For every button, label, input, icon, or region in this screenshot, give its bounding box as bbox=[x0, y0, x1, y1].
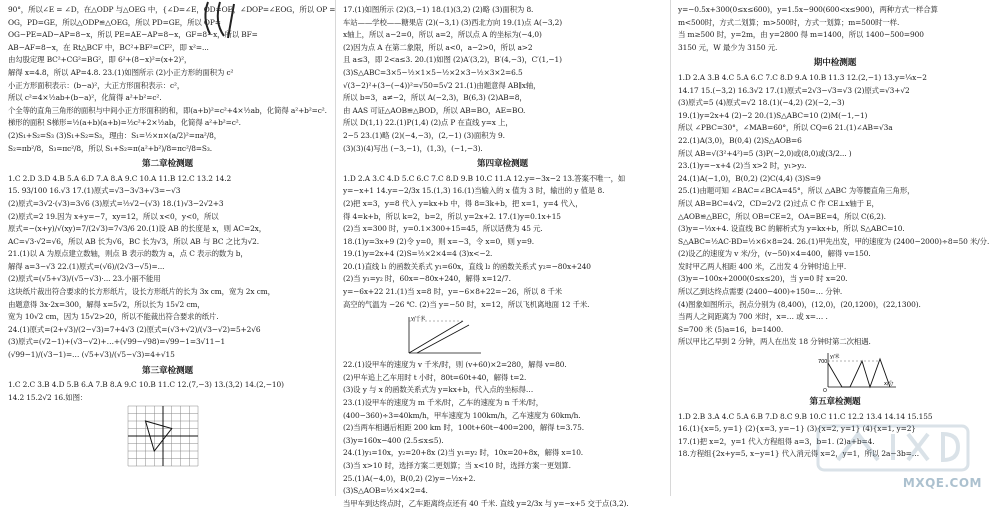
answer-line: 由勾股定理 BC²+CG²=BG²，即 6²+(8−x)²=(x+2)²， bbox=[8, 55, 192, 65]
section-heading-chapter5: 第五章检测题 bbox=[809, 397, 861, 408]
piecewise-graph-diagram bbox=[818, 351, 898, 393]
answer-line: (3)y=160x−400 (2.5≤x≤5). bbox=[343, 435, 444, 445]
answer-line: 19.(1)y=2x+4 (2)S=½×2×4=4 (3)x<−2. bbox=[343, 249, 493, 259]
answer-line: (2)S₁+S₂=S₃ (3)S₁+S₂=S₃，理由：S₁=½×π×(a/2)²=πa²/8， bbox=[8, 130, 222, 140]
answer-line: (3)y=−⅓x+4. 设直线 BC 的解析式为 y=kx+b，所以 S△ABC=10. bbox=[678, 224, 905, 234]
answer-line: 25.(1)A(−4,0)，B(0,2) (2)y=−½x+2. bbox=[343, 473, 476, 483]
answer-block-chapter1 bbox=[8, 4, 336, 155]
answer-line: m<500时，方式二划算；m>500时，方式一划算；m=500时一样. bbox=[678, 17, 900, 27]
answer-line: 21.(1)以 A 为原点建立数轴，则点 B 表示的数为 a，点 C 表示的数为 b， bbox=[8, 249, 248, 259]
axis-tick-label: 700 bbox=[818, 359, 828, 366]
answer-block-chapter2 bbox=[8, 173, 327, 362]
answer-line: (2)原式=3√2·(√3)=3√6 (3)原式=½√2−(√3) 18.(1)√3−2√2+3 bbox=[8, 198, 224, 208]
answer-line: 1.D 2.A 3.B 4.C 5.A 6.C 7.C 8.D 9.A 10.B 11.3 12.(2,−1) 13.y=¼x−2 bbox=[678, 72, 927, 82]
answer-line: (3)S△AOB=½×4×2=4. bbox=[343, 486, 428, 496]
answer-line: y=−6x+22 21.(1)当 x=8 时，y=−6×8+22=−26，所以 8 千米 bbox=[343, 287, 563, 297]
answer-line: 22.(1)设甲车的速度为 v 千米/时，则 (v+60)×2=280，解得 v=80. bbox=[343, 360, 567, 370]
answer-line: (2)因为点 A 在第二象限，所以 a<0，a−2>0，所以 a>2 bbox=[343, 42, 533, 52]
answer-line: y=−x+1 14.y=−2/3x 15.(1,3) 16.(1)当输入的 x 值为 3 时，输出的 y 值是 8. bbox=[343, 186, 605, 196]
answer-line: 1.C 2.C 3.B 4.D 5.B 6.A 7.B 8.A 9.C 10.B 11.C 12.(7,−3) 13.(3,2) 14.(2,−10) bbox=[8, 380, 284, 390]
answer-line: 当甲车到达终点时，乙车距离终点还有 40 千米. 直线 y=2/3x 与 y=−x+5 交于点(3,2). bbox=[343, 498, 629, 508]
answer-line: 14.2 15.2√2 16.如图： bbox=[8, 392, 88, 402]
answer-line: 23.(1)y=−x+4 (2)当 x>2 时，y₁>y₂. bbox=[678, 161, 807, 171]
answer-line: 所以 c²=4×½ab+(b−a)²，化简得 a²+b²=c². bbox=[8, 93, 162, 103]
answer-line: (3)S△ABC=3×5−½×1×5−½×2×3−½×3×2=6.5 bbox=[343, 67, 523, 77]
answer-line: 24.(1)y₁=10x，y₂=20+8x (2)当 y₁=y₂ 时，10x=20+8x，解得 x=10. bbox=[343, 448, 584, 458]
answer-line: (2)把 x=3，y=8 代入 y=kx+b 中，得 8=3k+b，把 x=1，y=4 代入， bbox=[343, 198, 583, 208]
answer-line: (2)当 y₁=y₂ 时，60x=−80x+240，解得 x=12/7. bbox=[343, 274, 511, 284]
answer-line: (2)原式=(√5+√3)/(√5−√3)·... 23.小丽不能用 bbox=[8, 274, 161, 284]
answer-line: (3)当 x>10 时，选择方案二更划算；当 x<10 时，选择方案一更划算. bbox=[343, 461, 571, 470]
answer-line: 23.(1)设甲车的速度为 m 千米/时，乙车的速度为 n 千米/时， bbox=[343, 398, 544, 408]
answer-line: 所以 D(1,1) 22.(1)P(1,4) (2)点 P 在直线 y=x 上， bbox=[343, 118, 513, 128]
answer-line: 所以乙到达终点需要 (2400−400)÷150=… 分钟. bbox=[678, 287, 843, 297]
answer-line: y=−0.5x+300(0≤x≤600)，y=1.5x−900(600<x≤900)，两种方式一样合算 bbox=[678, 5, 938, 14]
answer-line: (400−360)÷3=40km/h，甲车速度为 100km/h，乙车速度为 60km/h. bbox=[343, 410, 581, 420]
answer-line: 2−5 23.(1)略 (2)(−4,−3)，(2,−1) (3)面积为 9. bbox=[343, 130, 505, 140]
answer-block-chapter4 bbox=[343, 173, 662, 312]
answer-line: 17.(1)如图所示 (2)(3,−1) 18.(1)(3,2) (2)略 (3)面积为 8. bbox=[343, 5, 534, 14]
answer-line: 车站——学校——糖果店 (2)(−3,1) (3)西北方向 19.(1)点 A(−3,2) bbox=[343, 17, 563, 27]
answer-block-chapter5 bbox=[678, 411, 992, 461]
answer-line: 1.C 2.D 3.D 4.B 5.A 6.D 7.A 8.A 9.C 10.A 11.B 12.C 13.2 14.2 bbox=[8, 173, 232, 183]
answer-line: (3)原式=5 (4)原式=√2 18.(1)(−4,2) (2)(−2,−3) bbox=[678, 98, 845, 108]
answer-block-chapter3-cont bbox=[343, 4, 662, 155]
answer-line: 梯形的面积 S梯形=½(a+b)(a+b)=½c²+2×½ab，化简得 a²+b²=c². bbox=[8, 118, 241, 128]
answer-line: 解得 x=4.8，所以 AP=4.8. 23.(1)如图所示 (2)小正方形的面积为 c² bbox=[8, 67, 234, 77]
axis-label: y/米 bbox=[830, 354, 840, 361]
answer-line: 24.(1)原式=(2+√3)/(2−√3)=7+4√3 (2)原式=(√3+√2)/(√3−√2)=5+2√6 bbox=[8, 324, 261, 334]
pen-scribble-mark bbox=[200, 0, 270, 40]
page-column-2 bbox=[335, 0, 670, 508]
answer-line: (3)y=−100x+2000(0≤x≤20)，当 y=0 时 x=20. bbox=[678, 274, 848, 284]
answer-line: OG−PE=AD−AP=8−x，所以 PE=AE−AP=8−x，GF=8−x，所以 BF= bbox=[8, 30, 258, 40]
answer-line: (√99−1)/(√3−1)=… (√5+√3)/(√5−√3)=4+√15 bbox=[8, 350, 175, 360]
function-graph-figure bbox=[818, 351, 898, 393]
answer-line: 17.(1)把 x=2，y=1 代入方程组得 a=3，b=1. (2)a+b=4. bbox=[678, 436, 875, 446]
answer-line: 所以 b=3，a≠−2，所以 A(−2,3)，B(6,3) (2)AB=8， bbox=[343, 93, 527, 103]
answer-line: 所以甲比乙早到 2 分钟，两人在出发 18 分钟时第二次相遇. bbox=[678, 337, 871, 347]
answer-line: (3)(3)(4)写出 (−3,−1)，(1,3)，(−1,−3). bbox=[343, 143, 483, 153]
axis-label: y/千米 bbox=[411, 316, 426, 323]
coordinate-grid-diagram bbox=[128, 406, 198, 466]
answer-line: 1.D 2.B 3.A 4.C 5.A 6.B 7.D 8.C 9.B 10.C 11.C 12.2 13.4 14.14 15.155 bbox=[678, 411, 933, 421]
answer-line: 个全等的直角三角形的面积与中间小正方形面积的和，即(a+b)²=c²+4×½ab，化简得 a²+b²=c². bbox=[8, 105, 327, 115]
answer-line: 14.17 15.(−3,2) 16.3√2 17.(1)原式=2√3−√3=√3 (2)原式=√3+√2 bbox=[678, 85, 910, 95]
answer-line: 所以 AB=BC=4√2，CD=2√2 (2)过点 C 作 CE⊥x轴于 E， bbox=[678, 198, 879, 208]
answer-line: 由 AAS 可证△AOB≌△BOD，所以 AB=BO，AE=BO. bbox=[343, 105, 526, 115]
page-column-1 bbox=[0, 0, 335, 496]
section-heading-chapter4: 第四章检测题 bbox=[477, 159, 528, 170]
answer-line: 25.(1)由题可知 ∠BAC=∠BCA=45°，所以 △ABC 为等腰直角三角形， bbox=[678, 186, 915, 196]
answer-line: 15. 93/100 16.√3 17.(1)原式=√3−3√3+√3=−√3 bbox=[8, 186, 181, 196]
answer-line: (2)原式=2 19.因为 x+y=−7，xy=12，所以 x<0，y<0，所以 bbox=[8, 211, 219, 221]
answer-line: AB−AF=8−x，在 Rt△BCF 中，BC²+BF²=CF²，即 x²=... bbox=[8, 42, 209, 52]
answer-line: 24.(1)A(−1,0)，B(0,2) (2)C(4,4) (3)S=9 bbox=[678, 173, 821, 183]
answer-line: OG，PD=GE，所以△ODP≌△OEG，所以 PD=GE，所以 OP= bbox=[8, 17, 221, 27]
answer-line: AC=√3·√2=√6，所以 AB 长为√6，BC 长为√3，所以 AB 与 BC 之比为√2. bbox=[8, 236, 260, 246]
answer-line: (3)设 y 与 x 的函数关系式为 y=kx+b，代入点的坐标得… bbox=[343, 385, 534, 395]
line-graph-figure bbox=[403, 313, 483, 357]
answer-line: 16.(1){x=5, y=1} (2){x=3, y=−1} (3){x=2, y=1} (4){x=1, y=2} bbox=[678, 424, 916, 434]
answer-line: 原式=−(x+y)/√(xy)=7/(2√3)=7√3/6 20.(1)设 AB 的长度是 x，则 AC=2x， bbox=[8, 224, 267, 234]
answer-line: 解得 a=3−√3 22.(1)原式=(√6)/(2√3−√5)=... bbox=[8, 261, 165, 271]
answer-line: S=700 米 (5)a=16，b=1400. bbox=[678, 324, 784, 334]
answer-line: 宽为 10√2 cm，因为 15√2>20，所以不能裁出符合要求的纸片. bbox=[8, 312, 219, 322]
answer-line: 90°，所以∠E = ∠D，在△ODP 与△OEG 中，{∠D=∠E，OD=OE，∠DOP=∠EOG，所以 OP = bbox=[8, 5, 336, 14]
axis-label: x/分 bbox=[884, 381, 894, 388]
answer-line: 且 a≤3，即 2<a≤3. 20.(1)如图 (2)A′(3,2)，B′(4,−3)，C′(1,−1) bbox=[343, 55, 562, 65]
section-heading-chapter3: 第三章检测题 bbox=[142, 365, 193, 376]
answer-block-chapter4-end bbox=[678, 4, 992, 54]
answer-line: x轴上，所以 a−2=0，所以 a=2，所以点 A 的坐标为(−4,0) bbox=[343, 30, 542, 40]
answer-line: √(3−2)²+(3−(−4))²=√50=5√2 21.(1)由题意得 AB∥x轴， bbox=[343, 80, 541, 90]
distance-time-diagram bbox=[403, 313, 483, 357]
answer-block-midterm bbox=[678, 72, 992, 349]
section-heading-chapter2: 第二章检测题 bbox=[142, 159, 193, 170]
answer-line: (2)设乙的速度为 v 米/分，(v−50)×4=400，解得 v=150. bbox=[678, 249, 871, 259]
watermark-text: MXQE.COM bbox=[902, 476, 982, 491]
answer-line: 18.方程组{2x+y=5, x−y=1} 代入消元得 x=2，y=1，所以 2a−3b=… bbox=[678, 449, 920, 459]
answer-line: 发时甲乙两人相距 400 米，乙出发 4 分钟时追上甲. bbox=[678, 261, 847, 271]
answer-line: (2)当两车相遇后相距 200 km 时，100t+60t−400=200，解得 t=3.75. bbox=[343, 423, 584, 433]
section-heading-midterm: 期中检测题 bbox=[813, 58, 857, 69]
answer-block-chapter3 bbox=[8, 379, 327, 404]
page-column-3 bbox=[670, 0, 1000, 496]
grid-figure bbox=[128, 406, 198, 466]
answer-line: 当 m≥500 时，y=2m，由 y=2800 得 m=1400，所以 1400−500=900 bbox=[678, 30, 924, 40]
answer-line: S₂=πb²/8，S₃=πc²/8，所以 S₁+S₂=π(a²+b²)/8=πc²/8=S₃. bbox=[8, 143, 212, 153]
answer-line: 当两人之间距离为 700 米时，x=… 或 x=… . bbox=[678, 312, 828, 322]
answer-line: S△ABC=½AC·BD=½×6×8=24. 26.(1)甲先出发，甲的速度为 (2400−2000)÷8=50 米/分. bbox=[678, 236, 990, 246]
answer-line: (3)原式=(√2−1)+(√3−√2)+…+(√99−√98)=√99−1=3√11−1 bbox=[8, 337, 226, 347]
answer-line: 这块纸片裁出符合要求的长方形纸片，设长方形纸片的长为 3x cm，宽为 2x cm， bbox=[8, 287, 275, 297]
origin-label: O bbox=[823, 388, 827, 395]
answer-line: (4)图象如图所示，拐点分别为 (8,400)，(12,0)，(20,1200)，(22,1300). bbox=[678, 299, 921, 309]
answer-line: 19.(1)y=2x+4 (2)−2 20.(1)S△ABC=10 (2)M(−1,−1) bbox=[678, 110, 868, 120]
answer-line: 由题意得 3x·2x=300，解得 x=5√2，所以长为 15√2 cm， bbox=[8, 299, 205, 309]
answer-line: 22.(1)A(3,0)，B(0,4) (2)S△AOB=6 bbox=[678, 135, 802, 145]
answer-line: (2)甲车追上乙车用时 t 小时，80t=60t+40，解得 t=2. bbox=[343, 372, 527, 382]
answer-line: 18.(1)y=3x+9 (2)令 y=0，则 x=−3，令 x=0，则 y=9. bbox=[343, 236, 535, 246]
answer-line: 所以 AB=√(3²+4²)=5 (3)P(−2,0)或(8,0)或(3/2... ) bbox=[678, 148, 852, 158]
answer-line: (2)当 x=300 时，y=0.1×300+15=45，所以话费为 45 元. bbox=[343, 224, 543, 234]
answer-line: 得 4=k+b，所以 k=2，b=2，所以 y=2x+2. 17.(1)y=0.1x+15 bbox=[343, 211, 561, 221]
answer-line: 1.D 2.A 3.C 4.D 5.C 6.C 7.C 8.D 9.B 10.C 11.A 12.y=−3x−2 13.答案不唯一，如 bbox=[343, 173, 626, 183]
answer-block-chapter4-cont bbox=[343, 359, 662, 510]
answer-line: 20.(1)直线 l₁ 的函数关系式 y₁=60x，直线 l₂ 的函数关系式 y₂=−80x+240 bbox=[343, 261, 591, 271]
answer-line: 高空的气温为 −26 ℃. (2)当 y=−50 时，x=12，所以飞机离地面 12 千米. bbox=[343, 299, 590, 309]
answer-line: 所以 ∠PBC=30°，∠MAB=60°，所以 CQ=6 21.(1)∠AB=√3a bbox=[678, 123, 893, 133]
answer-line: 小正方形面积表示：(b−a)²，大正方形面积表示：c²， bbox=[8, 80, 185, 90]
answer-line: 3150 元，W 最少为 3150 元. bbox=[678, 42, 778, 52]
answer-line: △AOB≌△BEC，所以 OB=CE=2，OA=BE=4，所以 C(6,2). bbox=[678, 211, 886, 221]
